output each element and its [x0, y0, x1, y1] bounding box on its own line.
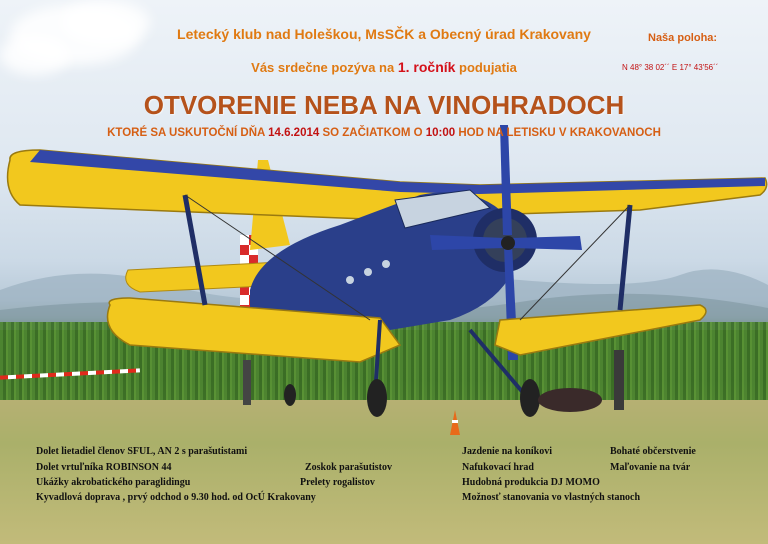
activity-item: Zoskok parašutistov — [305, 462, 392, 473]
activity-item: Maľovanie na tvár — [610, 462, 691, 473]
date-prefix: KTORÉ SA USKUTOČNÍ DŇA — [107, 127, 269, 139]
activity-item: Kyvadlová doprava , prvý odchod o 9.30 hod. od OcÚ Krakovany — [36, 492, 316, 503]
location-label: Naša poloha: — [648, 32, 718, 44]
invitation-suffix: podujatia — [455, 60, 517, 75]
activity-item: Dolet vrtuľníka ROBINSON 44 — [36, 462, 172, 473]
event-date: 14.6.2014 — [268, 127, 320, 139]
activity-item: Ukážky akrobatického paraglidingu — [36, 477, 191, 488]
event-date-line — [0, 127, 768, 139]
gps-coordinates: N 48° 38 02´´ E 17° 43'56´´ — [622, 63, 719, 72]
time-prefix: SO ZAČIATKOM O — [319, 127, 426, 139]
location-text: HOD NA LETISKU V KRAKOVANOCH — [455, 127, 661, 139]
activity-item: Bohaté občerstvenie — [610, 446, 696, 457]
invitation-text: Vás srdečne pozýva na — [251, 60, 398, 75]
activity-item: Možnosť stanovania vo vlastných stanoch — [462, 492, 641, 503]
event-title: OTVORENIE NEBA NA VINOHRADOCH — [143, 90, 625, 120]
event-time: 10:00 — [425, 127, 456, 139]
activity-item: Nafukovací hrad — [462, 462, 534, 473]
activity-item: Prelety rogalistov — [300, 477, 375, 488]
organizers-line: Letecký klub nad Holeškou, MsSČK a Obecný úrad Krakovany — [177, 26, 591, 42]
activity-item: Hudobná produkcia DJ MOMO — [462, 477, 600, 488]
activity-item: Dolet lietadiel členov SFUL, AN 2 s parašutistami — [36, 446, 248, 457]
activity-item: Jazdenie na koníkovi — [462, 446, 553, 457]
edition-highlight: 1. ročník — [397, 59, 456, 75]
